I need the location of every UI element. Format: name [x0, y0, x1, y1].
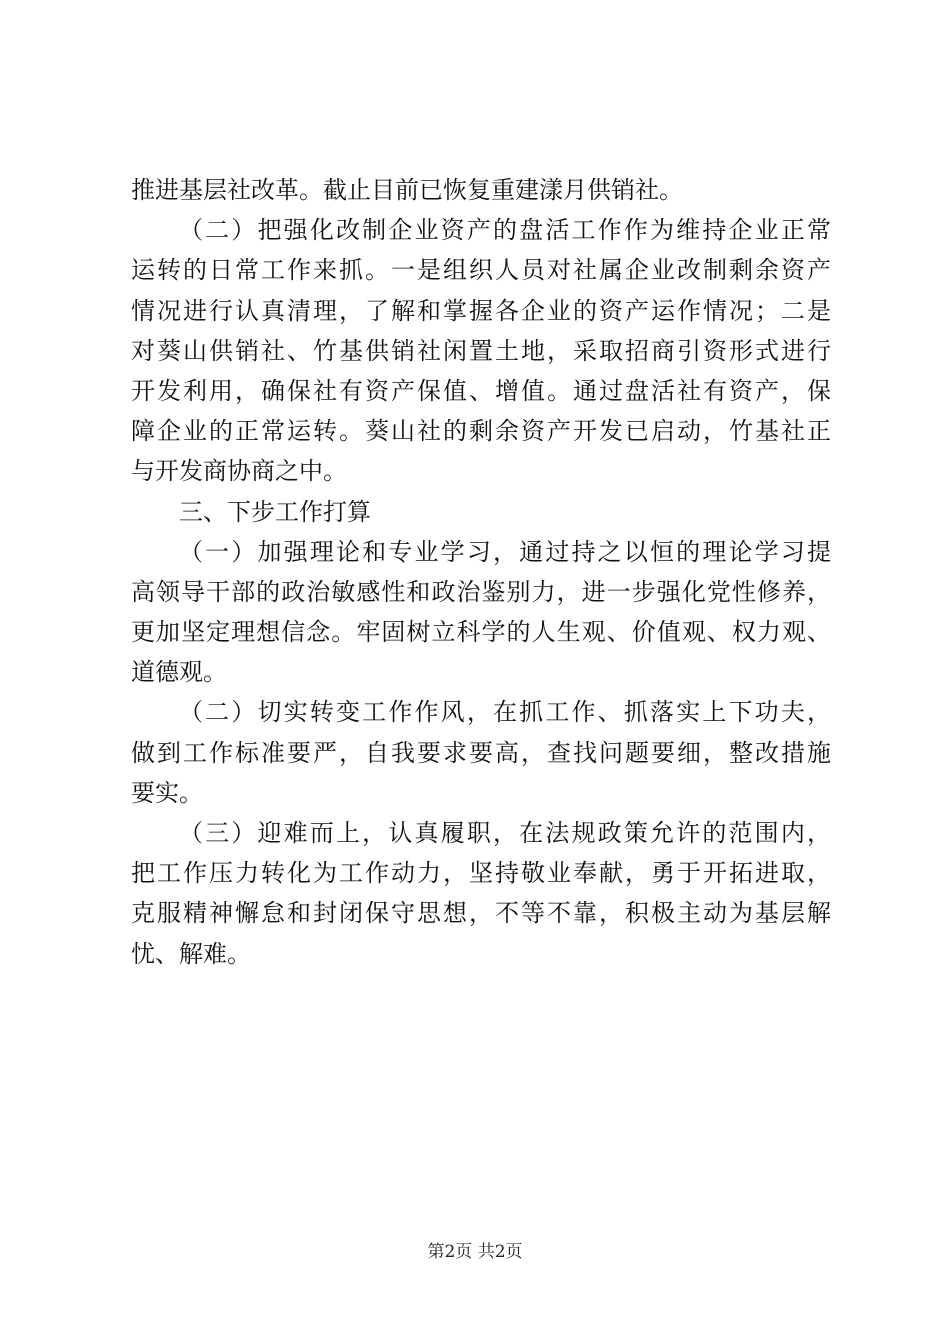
text-line: 开发利用，确保社有资产保值、增值。通过盘活社有资产，保	[131, 376, 831, 405]
text-line: 要实。	[131, 778, 203, 807]
text-line: 对葵山供销社、竹基供销社闲置土地，采取招商引资形式进行	[131, 336, 831, 365]
text-line: 高领导干部的政治敏感性和政治鉴别力，进一步强化党性修养，	[131, 577, 831, 606]
text-line: 道德观。	[131, 658, 227, 687]
text-line: 把工作压力转化为工作动力，坚持敬业奉献，勇于开拓进取，	[131, 859, 831, 888]
page-number-footer: 第2页 共2页	[427, 1242, 523, 1262]
text-line: （二）把强化改制企业资产的盘活工作作为维持企业正常	[179, 216, 831, 245]
document-body	[131, 170, 831, 974]
text-line: 忧、解难。	[131, 939, 251, 968]
text-line: 做到工作标准要严，自我要求要高，查找问题要细，整改措施	[131, 738, 831, 767]
text-line: （二）切实转变工作作风，在抓工作、抓落实上下功夫，	[179, 698, 831, 727]
text-line: 推进基层社改革。截止目前已恢复重建漾月供销社。	[131, 176, 683, 204]
text-line: （三）迎难而上，认真履职，在法规政策允许的范围内，	[179, 819, 831, 847]
text-line: 与开发商协商之中。	[131, 457, 347, 486]
section-heading: 三、下步工作打算	[179, 497, 371, 526]
text-line: 障企业的正常运转。葵山社的剩余资产开发已启动，竹基社正	[131, 417, 831, 446]
text-line: 情况进行认真清理，了解和掌握各企业的资产运作情况；二是	[131, 296, 831, 325]
text-line: 运转的日常工作来抓。一是组织人员对社属企业改制剩余资产	[131, 256, 831, 285]
text-line: （一）加强理论和专业学习，通过持之以恒的理论学习提	[179, 537, 831, 566]
text-line: 更加坚定理想信念。牢固树立科学的人生观、价值观、权力观、	[131, 618, 831, 647]
text-line: 克服精神懈怠和封闭保守思想，不等不靠，积极主动为基层解	[131, 899, 831, 928]
